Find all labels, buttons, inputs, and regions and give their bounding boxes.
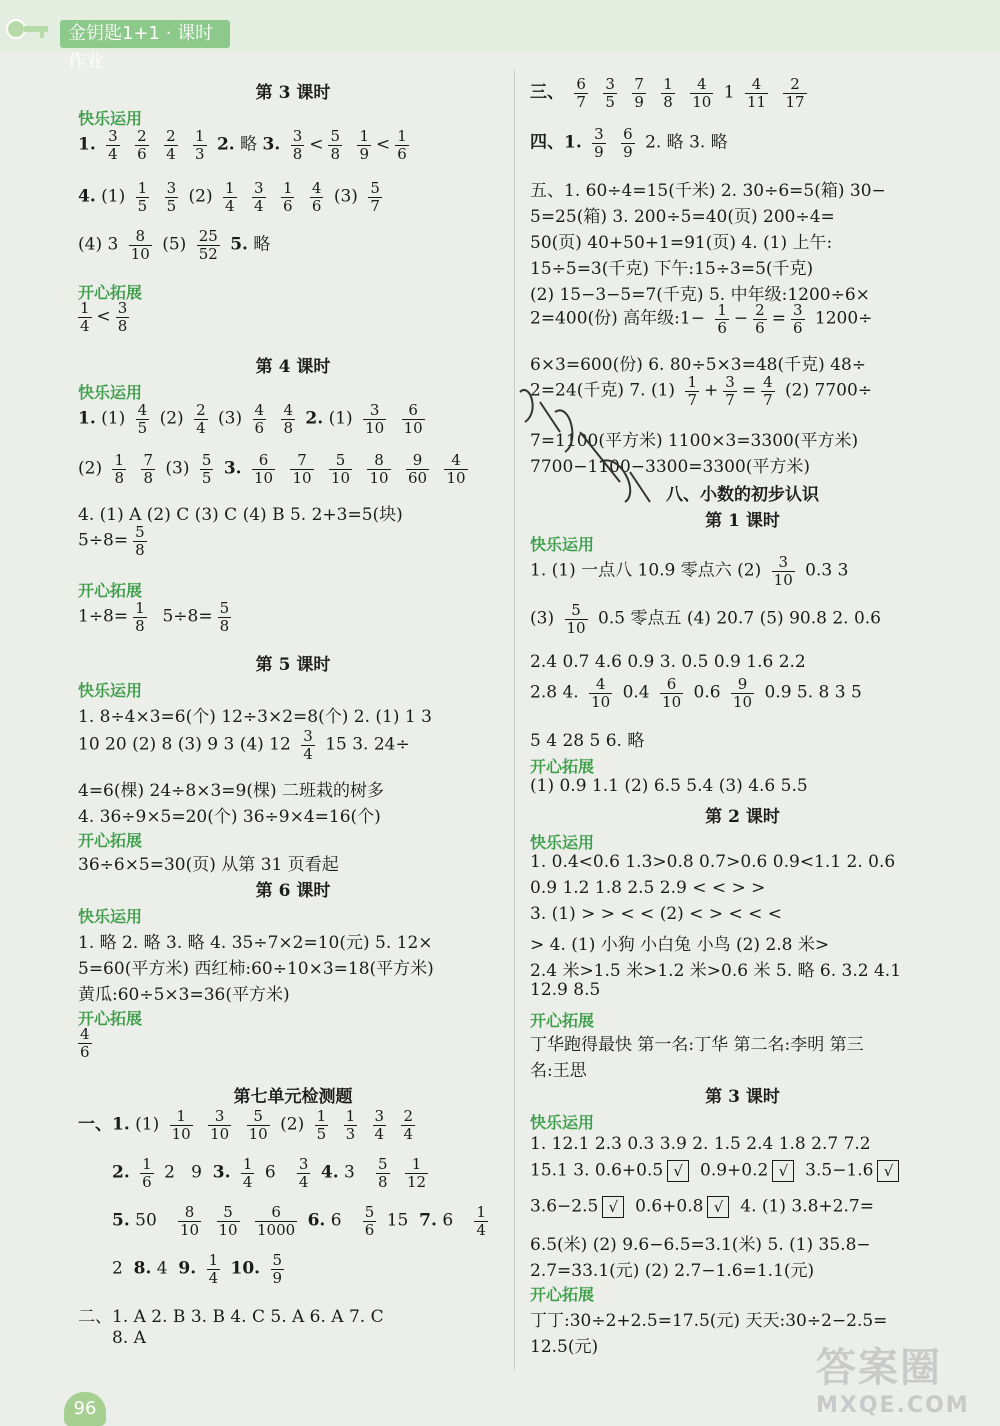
check-box: √ — [602, 1196, 624, 1218]
answer-line: 2.8 4. $\frac{4}{10}$ 0.4 $\frac{6}{10}$ 0.6 $\frac{9}{10}$ 0.9 5. 8 3 5 — [530, 675, 862, 711]
section-heading: 快乐运用 — [530, 1113, 595, 1132]
answer-line: 1. $\frac{3}{4}$ $\frac{2}{6}$ $\frac{2}{4}$ $\frac{1}{3}$ 2. 略 3. $\frac{3}{8}$ < $\frac{5}{8}$ $\frac{1}{9}$ < $\frac{1}{6}$ — [78, 127, 407, 163]
answer-line: 8. A — [112, 1328, 146, 1348]
section-heading: 快乐运用 — [78, 681, 143, 700]
section-heading: 开心拓展 — [530, 1285, 595, 1304]
check-box: √ — [877, 1160, 899, 1182]
answer-line: 12.5(元) — [530, 1337, 599, 1357]
answer-line: 1. 12.1 2.3 0.3 3.9 2. 1.5 2.4 1.8 2.7 7.2 — [530, 1134, 871, 1154]
book-title: 金钥匙1+1 · 课时作业 — [60, 20, 230, 48]
check-box: √ — [772, 1160, 794, 1182]
answer-line: 丁丁:30÷2+2.5=17.5(元) 天天:30÷2−2.5= — [530, 1311, 888, 1331]
answer-line: 2 8. 4 9. $\frac{1}{4}$ 10. $\frac{5}{9}$ — [112, 1251, 283, 1287]
lesson-title: 第 6 课时 — [255, 881, 331, 901]
answer-line: 4. (1) $\frac{1}{5}$ $\frac{3}{5}$ (2) $\frac{1}{4}$ $\frac{3}{4}$ $\frac{1}{6}$ $\frac{4}{6}$ (3) $\frac{5}{7}$ — [78, 179, 380, 215]
check-box: √ — [707, 1196, 729, 1218]
lesson-title: 第 3 课时 — [255, 83, 331, 103]
watermark — [816, 1336, 996, 1416]
section-heading: 开心拓展 — [78, 581, 143, 600]
section-heading: 快乐运用 — [530, 535, 595, 554]
answer-line: 1. (1) $\frac{4}{5}$ (2) $\frac{2}{4}$ (3) $\frac{4}{6}$ $\frac{4}{8}$ 2. (1) $\frac{3}{10}$ $\frac{6}{10}$ — [78, 401, 423, 437]
answer-line: (2) 15−3−5=7(千克) 5. 中年级:1200÷6× — [530, 285, 870, 305]
answer-line: 2.4 米>1.5 米>1.2 米>0.6 米 5. 略 6. 3.2 4.1 — [530, 961, 902, 981]
answer-line: 15÷5=3(千克) 下午:15÷3=5(千克) — [530, 259, 814, 279]
answer-line: 三、 $\frac{6}{7}$ $\frac{3}{5}$ $\frac{7}{9}$ $\frac{1}{8}$ $\frac{4}{10}$ 1 $\frac{4}{11}$ $\frac{2}{17}$ — [530, 75, 805, 111]
answer-line: 1. 8÷4×3=6(个) 12÷3×2=8(个) 2. (1) 1 3 — [78, 707, 432, 727]
answer-line: 3. (1) > > < < (2) < > < < < — [530, 904, 783, 924]
answer-line: $\frac{4}{6}$ — [80, 1025, 90, 1061]
answer-line: 5 4 28 5 6. 略 — [530, 731, 645, 751]
section-heading: 开心拓展 — [530, 1011, 595, 1030]
lesson-title: 第 3 课时 — [705, 1087, 780, 1107]
answer-line: 2. $\frac{1}{6}$ 2 9 3. $\frac{1}{4}$ 6 $\frac{3}{4}$ 4. 3 $\frac{5}{8}$ $\frac{1}{12}$ — [112, 1155, 427, 1191]
section-heading: 快乐运用 — [78, 383, 143, 402]
answer-line: $\frac{1}{4}$ < $\frac{3}{8}$ — [80, 299, 128, 335]
section-heading: 快乐运用 — [78, 907, 143, 926]
answer-line: (3) $\frac{5}{10}$ 0.5 零点五 (4) 20.7 (5) 90.8 2. 0.6 — [530, 601, 881, 637]
answer-line: 7700−1100−3300=3300(平方米) — [530, 457, 811, 477]
lesson-title: 第 4 课时 — [255, 357, 331, 377]
answer-line: (2) $\frac{1}{8}$ $\frac{7}{8}$ (3) $\frac{5}{5}$ 3. $\frac{6}{10}$ $\frac{7}{10}$ $\frac{5}{10}$ $\frac{8}{10}$ $\frac{9}{60}$ $\frac{4}{10}$ — [78, 451, 466, 487]
answer-line: 1. (1) 一点八 10.9 零点六 (2) $\frac{3}{10}$ 0.3 3 — [530, 553, 849, 589]
answer-line: 5÷8= $\frac{5}{8}$ — [78, 523, 145, 559]
lesson-title: 第 5 课时 — [255, 655, 331, 675]
answer-line: 4. (1) A (2) C (3) C (4) B 5. 2+3=5(块) — [78, 505, 403, 525]
section-heading: 开心拓展 — [530, 757, 595, 776]
answer-line: 4. 36÷9×5=20(个) 36÷9×4=16(个) — [78, 807, 381, 827]
answer-line: 6×3=600(份) 6. 80÷5×3=48(千克) 48÷ — [530, 355, 867, 375]
lesson-title: 第 2 课时 — [705, 807, 780, 827]
watermark-sub: MXQE.COM — [816, 1393, 970, 1418]
answer-line: 5. 50 $\frac{8}{10}$ $\frac{5}{10}$ $\frac{6}{1000}$ 6. 6 $\frac{5}{6}$ 15 7. 6 $\frac{1}{4}$ — [112, 1203, 486, 1239]
answer-line: > 4. (1) 小狗 小白兔 小鸟 (2) 2.8 米> — [530, 935, 830, 955]
answer-line: 12.9 8.5 — [530, 980, 601, 1000]
answer-line: 7=1100(平方米) 1100×3=3300(平方米) — [530, 431, 859, 451]
section-heading: 开心拓展 — [78, 283, 143, 302]
section-heading: 快乐运用 — [530, 833, 595, 852]
answer-line: 0.9 1.2 1.8 2.5 2.9 < < > > — [530, 878, 766, 898]
unit-title: 八、小数的初步认识 — [666, 485, 819, 505]
answer-line: (1) 0.9 1.1 (2) 6.5 5.4 (3) 4.6 5.5 — [530, 776, 808, 796]
check-box: √ — [667, 1160, 689, 1182]
watermark-main: 答案圈 — [816, 1345, 942, 1391]
answer-line: 6.5(米) (2) 9.6−6.5=3.1(米) 5. (1) 35.8− — [530, 1235, 871, 1255]
answer-line: 1. 略 2. 略 3. 略 4. 35÷7×2=10(元) 5. 12× — [78, 933, 433, 953]
answer-line: 4=6(棵) 24÷8×3=9(棵) 二班栽的树多 — [78, 781, 385, 801]
answer-line: 五、1. 60÷4=15(千米) 2. 30÷6=5(箱) 30− — [530, 181, 886, 201]
unit-test-title: 第七单元检测题 — [233, 1087, 353, 1107]
answer-line: 3.6−2.5 √ 0.6+0.8 √ 4. (1) 3.8+2.7= — [530, 1196, 874, 1217]
answer-line: 10 20 (2) 8 (3) 9 3 (4) 12 $\frac{3}{4}$ 15 3. 24÷ — [78, 727, 410, 763]
answer-line: 5=25(箱) 3. 200÷5=40(页) 200÷4= — [530, 207, 835, 227]
key-logo-icon — [6, 14, 52, 44]
section-heading: 开心拓展 — [78, 831, 143, 850]
answer-line: 黄瓜:60÷5×3=36(平方米) — [78, 985, 290, 1005]
page-number: 96 — [64, 1392, 106, 1426]
answer-line: 2=24(千克) 7. (1) $\frac{1}{7}$ + $\frac{3}{7}$ = $\frac{4}{7}$ (2) 7700÷ — [530, 373, 873, 409]
answer-line: 36÷6×5=30(页) 从第 31 页看起 — [78, 855, 339, 875]
answer-line: 2=400(份) 高年级:1− $\frac{1}{6}$ − $\frac{2}{6}$ = $\frac{3}{6}$ 1200÷ — [530, 301, 873, 337]
lesson-title: 第 1 课时 — [705, 511, 780, 531]
answer-line: 四、1. $\frac{3}{9}$ $\frac{6}{9}$ 2. 略 3. 略 — [530, 125, 728, 161]
header-banner — [0, 0, 1000, 72]
answer-line: (4) 3 $\frac{8}{10}$ (5) $\frac{25}{52}$ 5. 略 — [78, 227, 271, 263]
answer-line: 5=60(平方米) 西红柿:60÷10×3=18(平方米) — [78, 959, 434, 979]
answer-line: 一、1. (1) $\frac{1}{10}$ $\frac{3}{10}$ $\frac{5}{10}$ (2) $\frac{1}{5}$ $\frac{1}{3}$ $\frac{3}{4}$ $\frac{2}{4}$ — [78, 1107, 414, 1143]
answer-line: 名:王思 — [530, 1061, 587, 1081]
answer-line: 1. 0.4<0.6 1.3>0.8 0.7>0.6 0.9<1.1 2. 0.6 — [530, 852, 896, 872]
column-divider — [514, 70, 515, 1370]
answer-line: 15.1 3. 0.6+0.5 √ 0.9+0.2 √ 3.5−1.6 √ — [530, 1160, 899, 1182]
answer-line: 1÷8= $\frac{1}{8}$ 5÷8= $\frac{5}{8}$ — [78, 599, 230, 635]
answer-line: 50(页) 40+50+1=91(页) 4. (1) 上午: — [530, 233, 833, 253]
answer-line: 丁华跑得最快 第一名:丁华 第二名:李明 第三 — [530, 1035, 864, 1055]
answer-line: 2.4 0.7 4.6 0.9 3. 0.5 0.9 1.6 2.2 — [530, 652, 806, 672]
answer-line: 2.7=33.1(元) (2) 2.7−1.6=1.1(元) — [530, 1261, 815, 1281]
answer-line: 二、1. A 2. B 3. B 4. C 5. A 6. A 7. C — [78, 1307, 384, 1327]
section-heading: 开心拓展 — [78, 1009, 143, 1028]
pen-scribble — [500, 372, 700, 512]
section-heading: 快乐运用 — [78, 109, 143, 128]
